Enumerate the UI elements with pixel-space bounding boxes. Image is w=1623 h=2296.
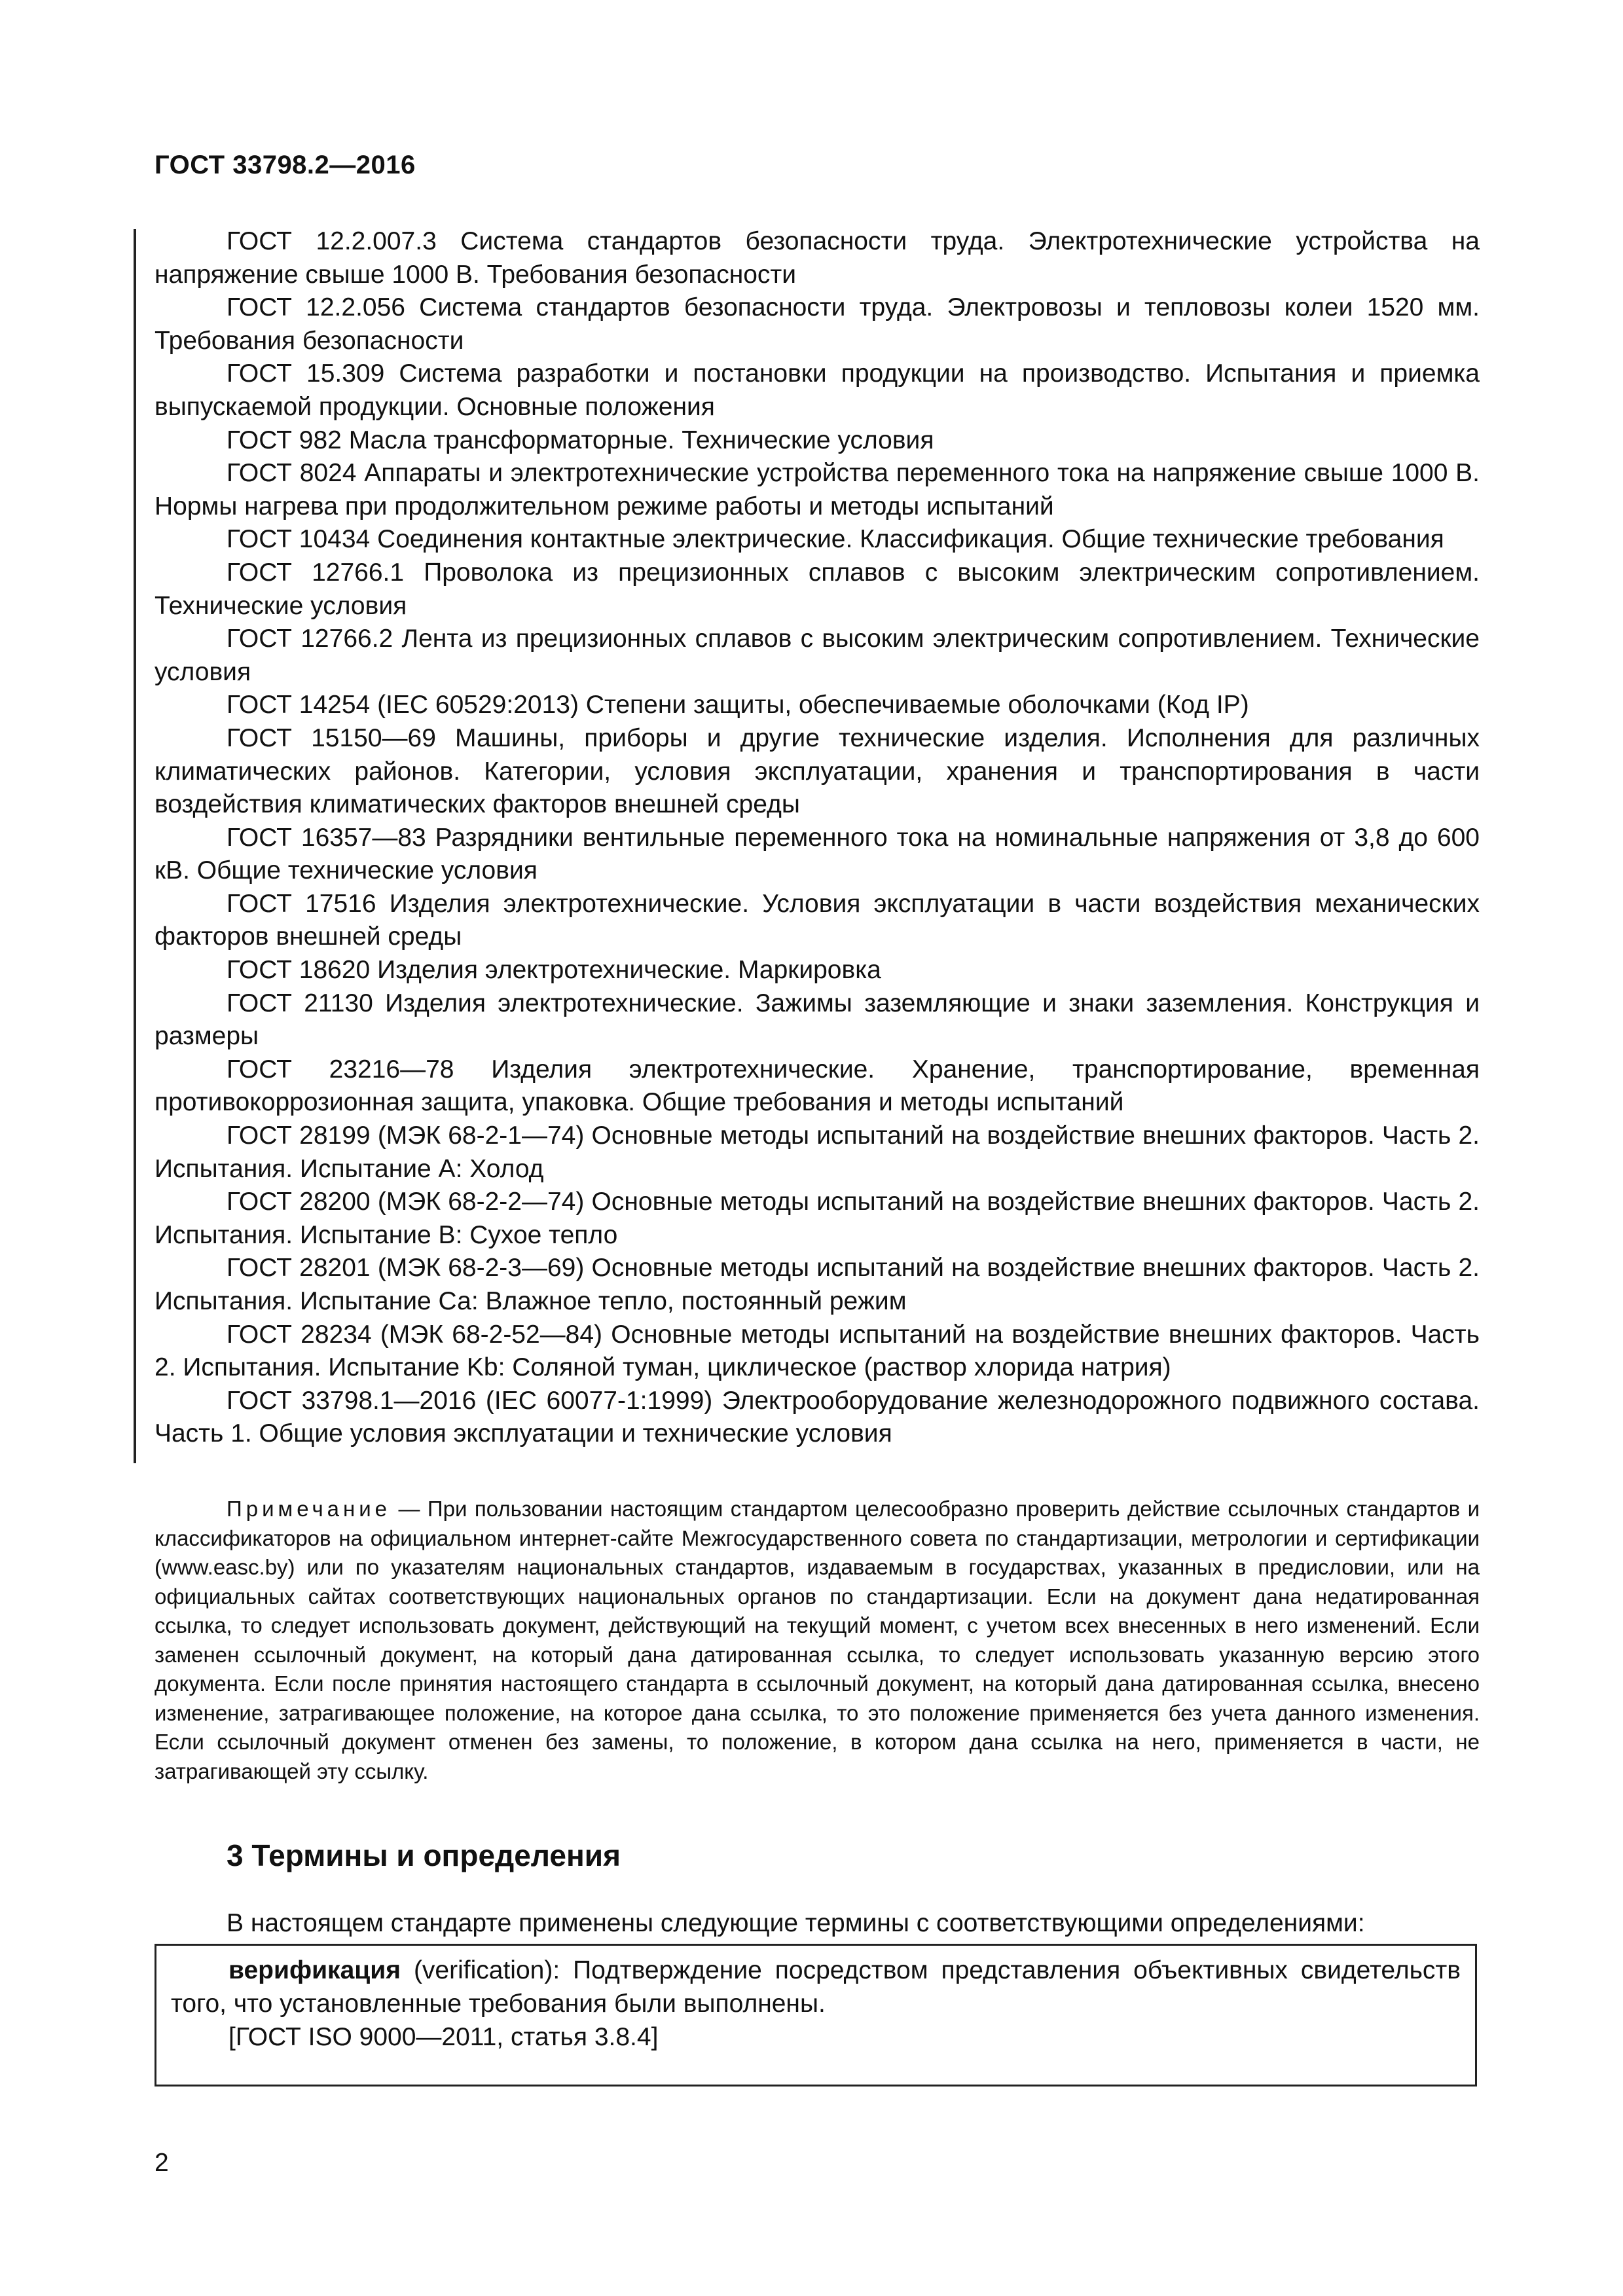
reference-item: ГОСТ 12766.2 Лента из прецизионных сплавов с высоким электрическим сопротивлением. Технические условия	[155, 625, 1480, 686]
reference-item: ГОСТ 12.2.056 Система стандартов безопасности труда. Электровозы и тепловозы колеи 1520 мм. Требования безопасности	[155, 293, 1480, 355]
reference-item: ГОСТ 28234 (МЭК 68-2-52—84) Основные методы испытаний на воздействие внешних факторов. Часть 2. Испытания. Испытание Kb: Соляной туман, циклическое (раствор хлорида натрия)	[155, 1320, 1480, 1382]
normative-references-list	[155, 225, 1480, 1451]
reference-item: ГОСТ 982 Масла трансформаторные. Технические условия	[227, 426, 934, 454]
reference-item: ГОСТ 28201 (МЭК 68-2-3—69) Основные методы испытаний на воздействие внешних факторов. Часть 2. Испытания. Испытание Са: Влажное тепло, постоянный режим	[155, 1254, 1480, 1315]
reference-item: ГОСТ 15.309 Система разработки и постановки продукции на производство. Испытания и приемка выпускаемой продукции. Основные положения	[155, 359, 1480, 421]
reference-item: ГОСТ 23216—78 Изделия электротехнические. Хранение, транспортирование, временная противокоррозионная защита, упаковка. Общие требования и методы испытаний	[155, 1055, 1480, 1117]
reference-item: ГОСТ 17516 Изделия электротехнические. Условия эксплуатации в части воздействия механических факторов внешней среды	[155, 889, 1480, 951]
reference-item: ГОСТ 18620 Изделия электротехнические. Маркировка	[227, 956, 881, 985]
term-definition: (verification): Подтверждение посредством представления объективных свидетельств того, что установленные требования были выполнены.	[171, 1956, 1461, 2018]
note-label: Примечание	[227, 1497, 392, 1521]
change-bar	[134, 229, 136, 1463]
section-heading: 3 Термины и определения	[227, 1838, 621, 1872]
reference-item: ГОСТ 21130 Изделия электротехнические. Зажимы заземляющие и знаки заземления. Конструкция и размеры	[155, 989, 1480, 1051]
reference-item: ГОСТ 14254 (IEC 60529:2013) Степени защиты, обеспечиваемые оболочками (Код IP)	[227, 691, 1249, 720]
section-intro: В настоящем стандарте применены следующие термины с соответствующими определениями:	[227, 1909, 1365, 1937]
term-definition-box	[155, 1944, 1477, 2086]
reference-item: ГОСТ 12766.1 Проволока из прецизионных сплавов с высоким электрическим сопротивлением. Технические условия	[155, 558, 1480, 620]
reference-item: ГОСТ 12.2.007.3 Система стандартов безопасности труда. Электротехнические устройства на напряжение свыше 1000 В. Требования безопасности	[155, 227, 1480, 289]
document-header: ГОСТ 33798.2—2016	[155, 151, 416, 179]
note-paragraph	[155, 1495, 1480, 1786]
reference-item: ГОСТ 15150—69 Машины, приборы и другие технические изделия. Исполнения для различных климатических районов. Категории, условия эксплуатации, хранения и транспортирования в части воздействия климатических факторов внешней среды	[155, 723, 1480, 819]
term-source: [ГОСТ ISO 9000—2011, статья 3.8.4]	[228, 2023, 659, 2051]
note-text: — При пользовании настоящим стандартом целесообразно проверить действие ссылочных стандартов и классификаторов на официальном интернет-сайте Межгосударственного совета по стандартизации, метрологии и сертификации (www.easc.by) или по указателям национальных стандартов, издаваемым в государствах, указанных в предисловии, или на официальных сайтах соответствующих национальных органов по стандартизации. Если на документ дана недатированная ссылка, то следует использовать документ, действующий на текущий момент, с учетом всех внесенных в него изменений. Если заменен ссылочный документ, на который дана датированная ссылка, то следует использовать указанную версию этого документа. Если после принятия настоящего стандарта в ссылочный документ, на который дана датированная ссылка, внесено изменение, затрагивающее положение, на которое дана ссылка, то это положение применяется без учета данного изменения. Если ссылочный документ отменен без замены, то положение, в котором дана ссылка на него, применяется в части, не затрагивающей эту ссылку.	[155, 1497, 1480, 1783]
reference-item: ГОСТ 28199 (МЭК 68-2-1—74) Основные методы испытаний на воздействие внешних факторов. Часть 2. Испытания. Испытание А: Холод	[155, 1121, 1480, 1183]
reference-item: ГОСТ 16357—83 Разрядники вентильные переменного тока на номинальные напряжения от 3,8 до 600 кВ. Общие технические условия	[155, 823, 1480, 885]
reference-item: ГОСТ 28200 (МЭК 68-2-2—74) Основные методы испытаний на воздействие внешних факторов. Часть 2. Испытания. Испытание В: Сухое тепло	[155, 1188, 1480, 1249]
reference-item: ГОСТ 8024 Аппараты и электротехнические устройства переменного тока на напряжение свыше 1000 В. Нормы нагрева при продолжительном режиме работы и методы испытаний	[155, 459, 1480, 520]
term-entry	[171, 1954, 1461, 2020]
reference-item: ГОСТ 33798.1—2016 (IEC 60077-1:1999) Электрооборудование железнодорожного подвижного состава. Часть 1. Общие условия эксплуатации и технические условия	[155, 1386, 1480, 1448]
reference-item: ГОСТ 10434 Соединения контактные электрические. Классификация. Общие технические требования	[227, 525, 1444, 554]
term-word: верификация	[228, 1956, 401, 1984]
page-number: 2	[155, 2149, 169, 2177]
